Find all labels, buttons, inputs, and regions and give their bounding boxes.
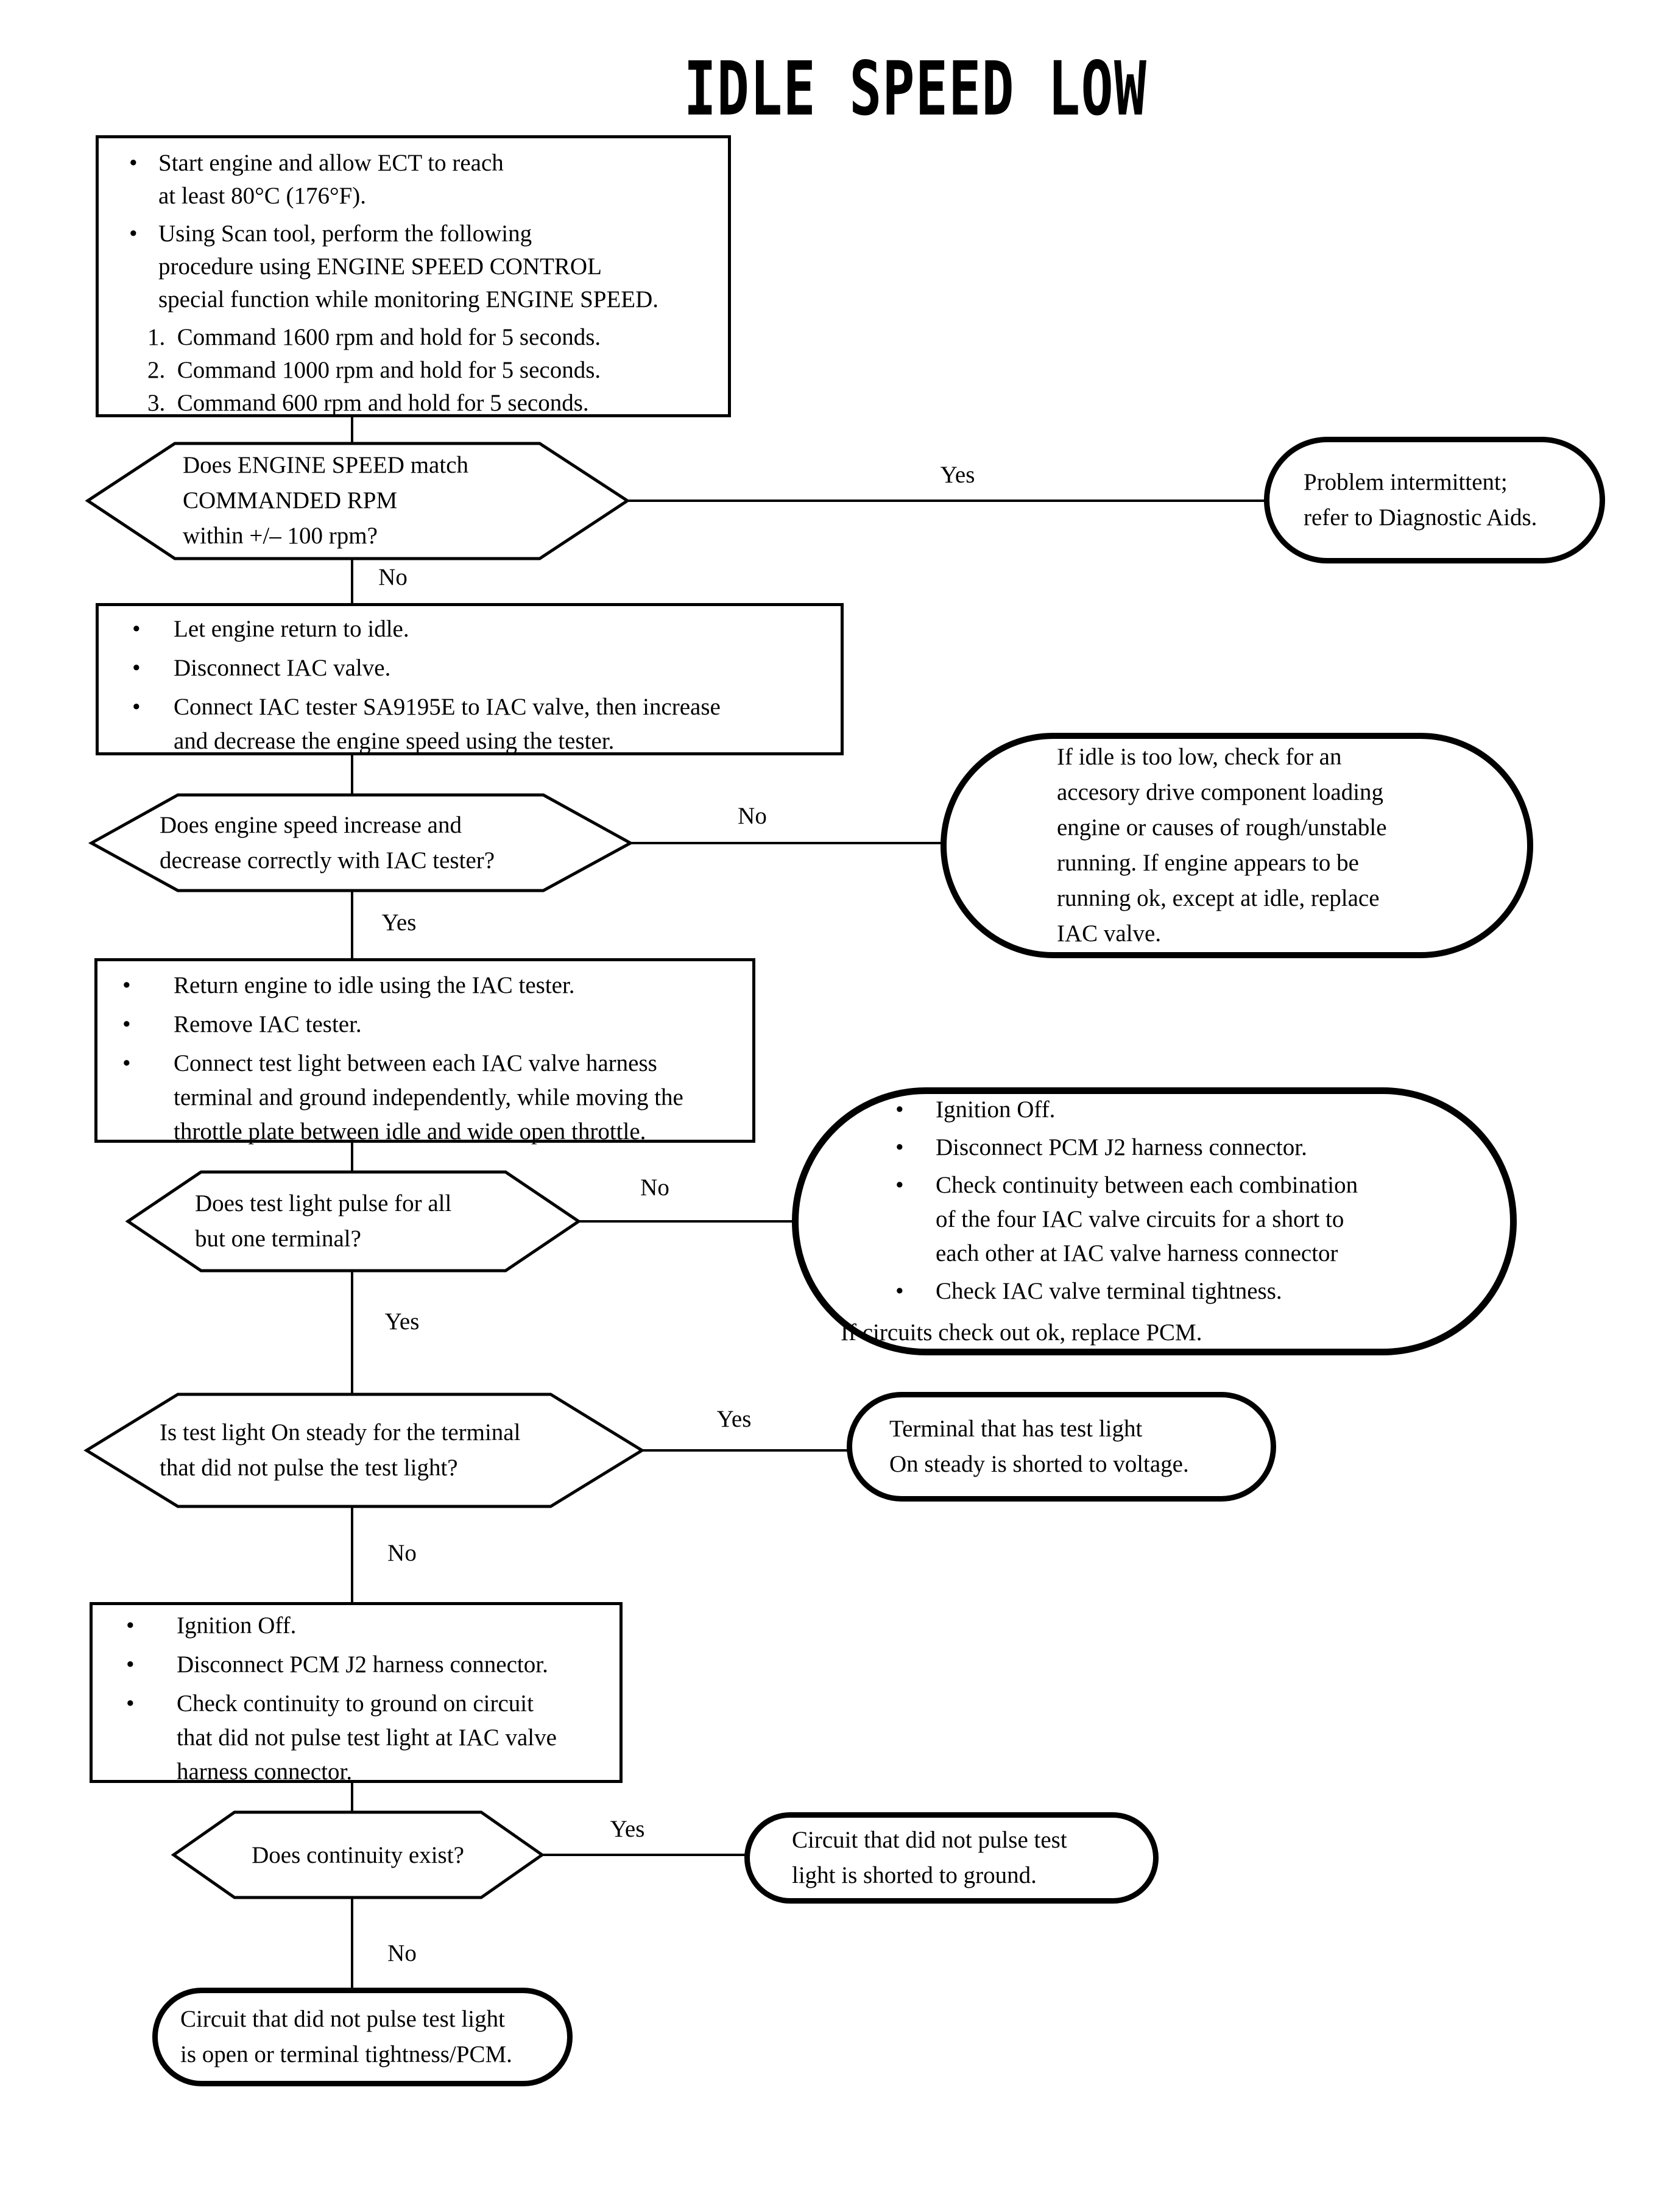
list-item-text — [936, 1168, 1358, 1271]
text-line: within +/– 100 rpm? — [183, 523, 378, 549]
start-process-box — [96, 135, 731, 417]
list-item — [895, 1168, 1358, 1271]
branch-label-yes-2: Yes — [381, 909, 417, 936]
numbered-step: 3. Command 600 rpm and hold for 5 seconds. — [147, 390, 589, 416]
text-line: Circuit that did not pulse test light — [180, 2006, 505, 2032]
text-line: If circuits check out ok, replace PCM. — [841, 1319, 1202, 1346]
text-line: that did not pulse test light at IAC valve — [177, 1725, 557, 1751]
text-line: If idle is too low, check for an — [1057, 744, 1342, 770]
list-item-text — [177, 1648, 548, 1682]
text-line: engine or causes of rough/unstable — [1057, 814, 1387, 841]
text-line: On steady is shorted to voltage. — [889, 1451, 1189, 1477]
bullet-icon: • — [132, 694, 141, 720]
decision-continuity-exists — [174, 1838, 542, 1873]
list-item-text — [174, 969, 575, 1003]
branch-label-yes-1: Yes — [940, 462, 975, 488]
list-item-text — [158, 217, 658, 316]
page-title-text: IDLE SPEED LOW — [683, 46, 1148, 132]
list-item — [129, 147, 724, 213]
text-line: harness connector. — [177, 1759, 353, 1785]
text-line: Disconnect IAC valve. — [174, 655, 391, 681]
text-line: is open or terminal tightness/PCM. — [180, 2041, 512, 2067]
bullet-icon: • — [895, 1096, 904, 1123]
branch-label-no-2: No — [738, 803, 767, 829]
process-continuity-check-box — [90, 1602, 623, 1783]
terminal-shorted-to-voltage-text — [889, 1411, 1189, 1482]
branch-label-yes-3: Yes — [384, 1308, 420, 1335]
text-line: light is shorted to ground. — [792, 1862, 1037, 1888]
list-item-text — [174, 651, 390, 685]
numbered-steps — [147, 321, 724, 420]
text-line: Is test light On steady for the terminal — [160, 1419, 521, 1446]
branch-label-no-5: No — [387, 1940, 417, 1966]
list-item — [895, 1131, 1358, 1165]
bullet-icon: • — [126, 1612, 135, 1639]
numbered-step: 1. Command 1600 rpm and hold for 5 seconds. — [147, 324, 601, 350]
process-test-light-box — [94, 958, 755, 1143]
bullet-icon: • — [129, 221, 138, 247]
bullet-icon: • — [122, 1011, 131, 1037]
text-line: Circuit that did not pulse test — [792, 1827, 1067, 1853]
text-line: Check continuity between each combination — [936, 1172, 1358, 1198]
branch-label-yes-4: Yes — [716, 1406, 752, 1432]
text-line: running. If engine appears to be — [1057, 850, 1359, 876]
decision-test-light-pulse — [195, 1186, 451, 1257]
text-line: running ok, except at idle, replace — [1057, 885, 1380, 911]
list-item-text — [174, 690, 721, 758]
text-line: Does ENGINE SPEED match — [183, 452, 469, 478]
bullet-icon: • — [122, 1050, 131, 1076]
decision-iac-tester-response — [160, 808, 495, 878]
bullet-icon: • — [132, 655, 141, 681]
bullet-icon: • — [895, 1278, 904, 1304]
decision-engine-speed-match — [183, 448, 468, 554]
page-title — [594, 46, 1237, 132]
branch-label-no-3: No — [640, 1174, 669, 1201]
list-item-text — [174, 1008, 362, 1042]
list-item-text — [936, 1274, 1282, 1308]
list-item-text — [177, 1687, 557, 1789]
text-line: Disconnect PCM J2 harness connector. — [936, 1134, 1307, 1160]
list-item-text — [174, 612, 409, 646]
terminal-shorted-to-ground-text — [792, 1823, 1067, 1893]
list-item — [126, 1687, 616, 1789]
list-item-text — [177, 1609, 296, 1643]
text-line: terminal and ground independently, while moving the — [174, 1084, 683, 1110]
list-item — [132, 612, 837, 646]
text-line: Start engine and allow ECT to reach — [158, 150, 504, 176]
text-line: Connect IAC tester SA9195E to IAC valve, then increase — [174, 694, 721, 720]
text-line: at least 80°C (176°F). — [158, 183, 366, 209]
list-item — [895, 1093, 1358, 1127]
text-line: Connect test light between each IAC valve harness — [174, 1050, 657, 1076]
list-item-text — [936, 1093, 1055, 1127]
text-line: Ignition Off. — [177, 1612, 297, 1639]
decision-test-light-on-steady — [160, 1415, 520, 1486]
terminal-circuit-open-text — [180, 2002, 512, 2072]
text-line: Does test light pulse for all — [195, 1190, 452, 1216]
text-line: COMMANDED RPM — [183, 487, 398, 514]
bullet-icon: • — [126, 1690, 135, 1717]
branch-label-yes-5: Yes — [610, 1816, 645, 1842]
bullet-icon: • — [895, 1134, 904, 1160]
list-item-text — [174, 1047, 683, 1149]
list-item — [126, 1609, 616, 1643]
text-line: Check IAC valve terminal tightness. — [936, 1278, 1282, 1304]
text-line: Check continuity to ground on circuit — [177, 1690, 534, 1717]
text-line: Let engine return to idle. — [174, 616, 409, 642]
text-line: Using Scan tool, perform the following — [158, 221, 532, 247]
text-line: Disconnect PCM J2 harness connector. — [177, 1651, 548, 1678]
text-line: that did not pulse the test light? — [160, 1455, 458, 1481]
list-item — [895, 1274, 1358, 1308]
bullet-icon: • — [895, 1172, 904, 1198]
text-line: accesory drive component loading — [1057, 779, 1384, 805]
list-item — [122, 969, 749, 1003]
list-item — [132, 690, 837, 758]
text-line: throttle plate between idle and wide open throttle. — [174, 1118, 646, 1145]
text-line: Terminal that has test light — [889, 1416, 1143, 1442]
text-line: decrease correctly with IAC tester? — [160, 847, 495, 874]
process-iac-tester-box — [96, 603, 844, 755]
text-line: and decrease the engine speed using the tester. — [174, 728, 615, 754]
list-item — [122, 1047, 749, 1149]
text-line: Does continuity exist? — [252, 1842, 464, 1868]
text-line: Ignition Off. — [936, 1096, 1056, 1123]
list-item-text — [936, 1131, 1307, 1165]
list-item — [126, 1648, 616, 1682]
list-item — [132, 651, 837, 685]
list-item — [129, 217, 724, 316]
text-line: special function while monitoring ENGINE SPEED. — [158, 286, 659, 312]
text-line: IAC valve. — [1057, 920, 1162, 947]
list-item-text — [158, 147, 504, 213]
branch-label-no-1: No — [378, 564, 408, 590]
text-line: but one terminal? — [195, 1226, 361, 1252]
terminal-problem-intermittent-text — [1304, 465, 1537, 535]
list-item — [122, 1008, 749, 1042]
note-footer — [841, 1316, 1358, 1350]
text-line: each other at IAC valve harness connector — [936, 1240, 1338, 1266]
text-line: Problem intermittent; — [1304, 469, 1508, 495]
bullet-icon: • — [126, 1651, 135, 1678]
text-line: refer to Diagnostic Aids. — [1304, 504, 1537, 531]
text-line: Does engine speed increase and — [160, 812, 462, 838]
terminal-idle-too-low-note-text — [1057, 740, 1387, 951]
bullet-icon: • — [132, 616, 141, 642]
numbered-step: 2. Command 1000 rpm and hold for 5 seconds. — [147, 357, 601, 383]
text-line: of the four IAC valve circuits for a short to — [936, 1206, 1344, 1232]
text-line: procedure using ENGINE SPEED CONTROL — [158, 253, 602, 280]
bullet-icon: • — [122, 972, 131, 998]
terminal-check-continuity-note-text — [841, 1093, 1358, 1350]
bullet-icon: • — [129, 150, 138, 176]
branch-label-no-4: No — [387, 1540, 417, 1566]
text-line: Return engine to idle using the IAC tester. — [174, 972, 575, 998]
text-line: Remove IAC tester. — [174, 1011, 362, 1037]
